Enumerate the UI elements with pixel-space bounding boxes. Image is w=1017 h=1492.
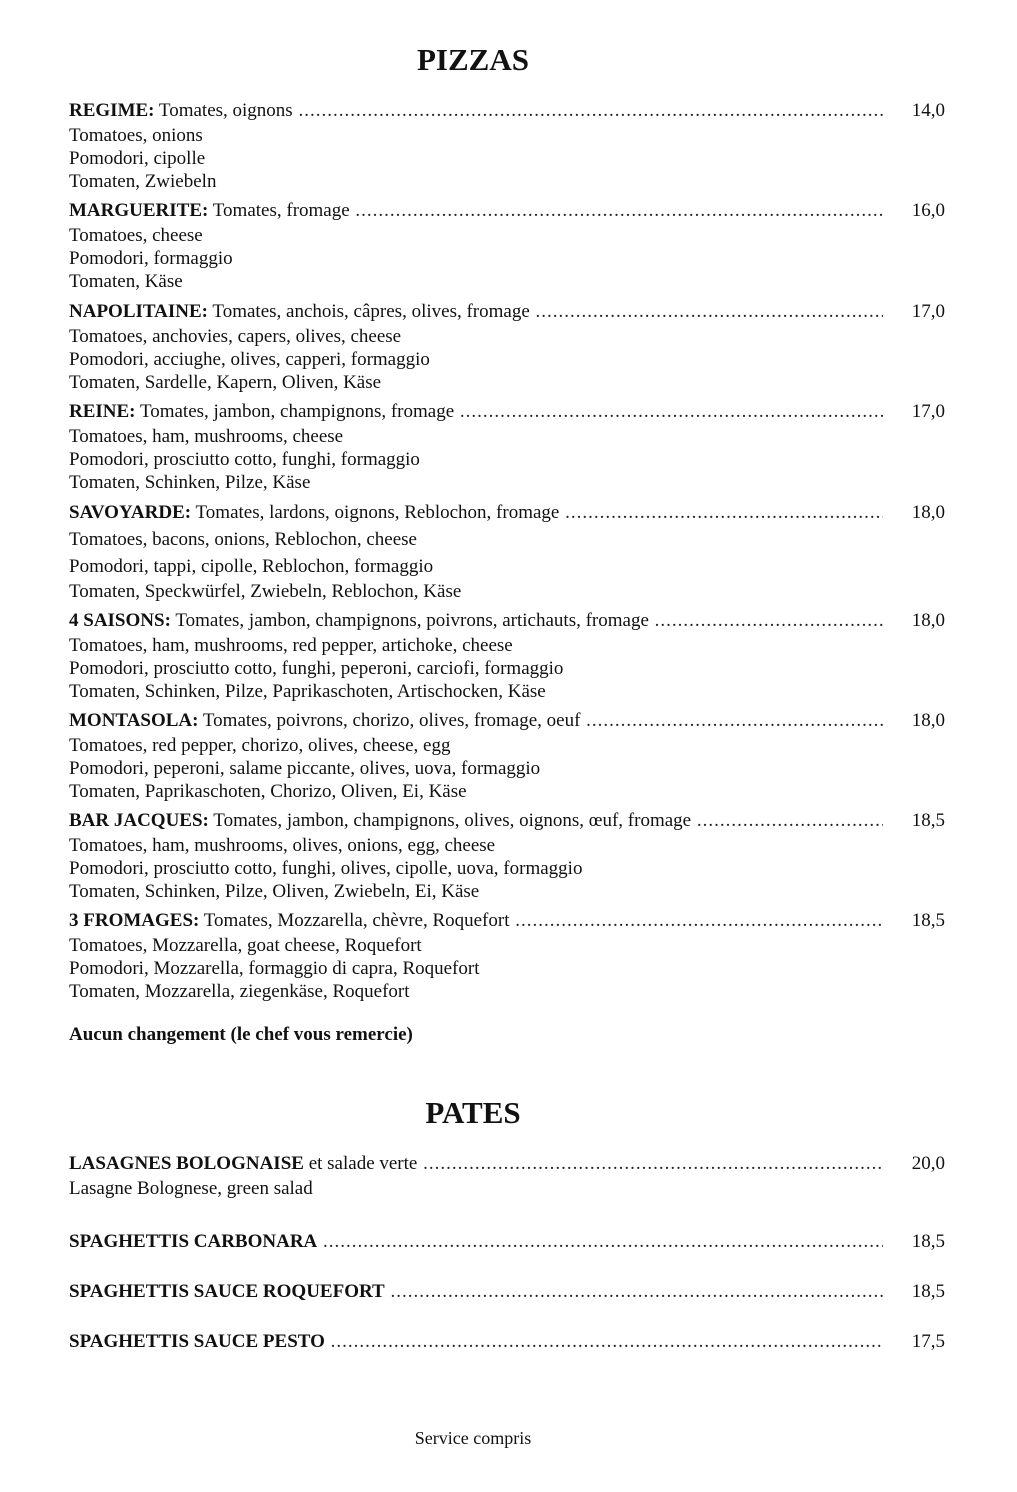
item-name: SAVOYARDE: — [69, 502, 192, 523]
translation-en: Tomatoes, onions — [69, 125, 203, 146]
item-name: 4 SAISONS: — [69, 610, 171, 631]
item-name: REGIME: — [69, 100, 155, 121]
translation-de: Tomaten, Schinken, Pilze, Oliven, Zwiebeln, Ei, Käse — [69, 881, 480, 902]
item-line — [69, 1279, 945, 1305]
translation-it: Pomodori, prosciutto cotto, funghi, peperoni, carciofi, formaggio — [69, 658, 564, 679]
item-line — [69, 500, 945, 526]
translation-en: Tomatoes, ham, mushrooms, olives, onions, egg, cheese — [69, 835, 496, 856]
translation-de: Tomaten, Schinken, Pilze, Paprikaschoten, Artischocken, Käse — [69, 681, 546, 702]
item-price: 18,0 — [911, 710, 945, 731]
menu-item-savoyarde — [69, 500, 945, 603]
menu-item-reine — [69, 399, 945, 494]
item-main — [69, 708, 883, 734]
item-main — [69, 1151, 883, 1177]
translation-de: Tomaten, Paprikaschoten, Chorizo, Oliven, Ei, Käse — [69, 781, 467, 802]
item-line — [69, 808, 945, 834]
dot-leader — [510, 910, 884, 931]
item-line — [69, 198, 945, 224]
item-name: LASAGNES BOLOGNAISE — [69, 1153, 304, 1174]
item-line — [69, 98, 945, 124]
item-description: Tomates, jambon, champignons, poivrons, artichauts, fromage — [175, 610, 649, 631]
menu-item-montasola — [69, 708, 945, 803]
translation-de: Tomaten, Mozzarella, ziegenkäse, Roquefort — [69, 981, 410, 1002]
menu-item-spaghettis-carbonara — [69, 1229, 945, 1255]
pizzas-title: PIZZAS — [417, 42, 529, 77]
item-name: 3 FROMAGES: — [69, 910, 200, 931]
item-name: SPAGHETTIS SAUCE ROQUEFORT — [69, 1281, 385, 1302]
item-main — [69, 399, 883, 425]
menu-item-spaghettis-roquefort — [69, 1279, 945, 1305]
item-price: 17,0 — [911, 401, 945, 422]
item-name: NAPOLITAINE: — [69, 301, 208, 322]
item-line — [69, 608, 945, 634]
dot-leader — [385, 1281, 883, 1302]
item-main — [69, 908, 883, 934]
pates-title: PATES — [425, 1095, 521, 1130]
item-main — [69, 1279, 883, 1305]
translation-de: Tomaten, Zwiebeln — [69, 171, 217, 192]
translation-en: Tomatoes, anchovies, capers, olives, cheese — [69, 326, 402, 347]
item-line — [69, 1151, 945, 1177]
translation-it: Pomodori, peperoni, salame piccante, olives, uova, formaggio — [69, 758, 541, 779]
translation-de: Tomaten, Schinken, Pilze, Käse — [69, 472, 311, 493]
item-line — [69, 708, 945, 734]
item-name: SPAGHETTIS SAUCE PESTO — [69, 1331, 325, 1352]
item-main — [69, 500, 883, 526]
translation-en: Tomatoes, Mozzarella, goat cheese, Roquefort — [69, 935, 422, 956]
dot-leader — [417, 1153, 883, 1174]
translation-de: Tomaten, Speckwürfel, Zwiebeln, Reblochon, Käse — [69, 581, 462, 602]
dot-leader — [649, 610, 883, 631]
menu-item-regime — [69, 98, 945, 193]
item-price: 18,5 — [911, 1281, 945, 1302]
item-price: 17,5 — [911, 1331, 945, 1352]
dot-leader — [454, 401, 883, 422]
item-description: Tomates, lardons, oignons, Reblochon, fromage — [195, 502, 560, 523]
translation-en: Tomatoes, ham, mushrooms, red pepper, artichoke, cheese — [69, 635, 513, 656]
item-price: 18,0 — [911, 502, 945, 523]
dot-leader — [530, 301, 883, 322]
translation-en: Tomatoes, ham, mushrooms, cheese — [69, 426, 344, 447]
dot-leader — [317, 1231, 883, 1252]
menu-item-4-saisons — [69, 608, 945, 703]
item-description: Tomates, fromage — [212, 200, 350, 221]
dot-leader — [691, 810, 883, 831]
item-price: 20,0 — [911, 1153, 945, 1174]
item-main — [69, 1329, 883, 1355]
item-main — [69, 299, 883, 325]
translation-it: Pomodori, prosciutto cotto, funghi, olives, cipolle, uova, formaggio — [69, 858, 583, 879]
item-description: Tomates, poivrons, chorizo, olives, fromage, oeuf — [202, 710, 581, 731]
item-description: Tomates, jambon, champignons, olives, oignons, œuf, fromage — [213, 810, 692, 831]
item-main — [69, 98, 883, 124]
item-line — [69, 1329, 945, 1355]
translation-en: Lasagne Bolognese, green salad — [69, 1178, 313, 1199]
item-main — [69, 198, 883, 224]
translation-it: Pomodori, Mozzarella, formaggio di capra, Roquefort — [69, 958, 480, 979]
translation-it: Pomodori, acciughe, olives, capperi, formaggio — [69, 349, 430, 370]
item-price: 18,5 — [911, 910, 945, 931]
item-price: 18,0 — [911, 610, 945, 631]
item-price: 18,5 — [911, 810, 945, 831]
menu-item-marguerite — [69, 198, 945, 293]
item-price: 14,0 — [911, 100, 945, 121]
dot-leader — [559, 502, 883, 523]
menu-item-3-fromages — [69, 908, 945, 1003]
item-name: BAR JACQUES: — [69, 810, 209, 831]
translation-it: Pomodori, prosciutto cotto, funghi, formaggio — [69, 449, 420, 470]
translation-de: Tomaten, Käse — [69, 271, 183, 292]
item-price: 18,5 — [911, 1231, 945, 1252]
menu-item-spaghettis-pesto — [69, 1329, 945, 1355]
translation-en: Tomatoes, red pepper, chorizo, olives, cheese, egg — [69, 735, 451, 756]
no-changes-note: Aucun changement (le chef vous remercie) — [69, 1024, 413, 1045]
item-price: 17,0 — [911, 301, 945, 322]
item-line — [69, 908, 945, 934]
dot-leader — [293, 100, 883, 121]
dot-leader — [325, 1331, 883, 1352]
item-description: Tomates, jambon, champignons, fromage — [139, 401, 455, 422]
item-description: Tomates, Mozzarella, chèvre, Roquefort — [203, 910, 510, 931]
item-line — [69, 1229, 945, 1255]
item-line — [69, 299, 945, 325]
item-description: Tomates, anchois, câpres, olives, fromage — [212, 301, 530, 322]
translation-en: Tomatoes, cheese — [69, 225, 203, 246]
translation-it: Pomodori, cipolle — [69, 148, 206, 169]
menu-item-bar-jacques — [69, 808, 945, 903]
menu-item-lasagnes-bolognaise — [69, 1151, 945, 1200]
menu-item-napolitaine — [69, 299, 945, 394]
item-name: REINE: — [69, 401, 136, 422]
item-description: et salade verte — [308, 1153, 418, 1174]
translation-it: Pomodori, tappi, cipolle, Reblochon, formaggio — [69, 556, 434, 577]
item-price: 16,0 — [911, 200, 945, 221]
service-note: Service compris — [414, 1428, 532, 1448]
translation-en: Tomatoes, bacons, onions, Reblochon, cheese — [69, 529, 417, 550]
dot-leader — [580, 710, 883, 731]
item-description: Tomates, oignons — [158, 100, 293, 121]
item-main — [69, 1229, 883, 1255]
item-line — [69, 399, 945, 425]
translation-it: Pomodori, formaggio — [69, 248, 233, 269]
item-name: MARGUERITE: — [69, 200, 209, 221]
dot-leader — [350, 200, 883, 221]
item-main — [69, 808, 883, 834]
item-name: MONTASOLA: — [69, 710, 199, 731]
translation-de: Tomaten, Sardelle, Kapern, Oliven, Käse — [69, 372, 382, 393]
item-name: SPAGHETTIS CARBONARA — [69, 1231, 318, 1252]
item-main — [69, 608, 883, 634]
